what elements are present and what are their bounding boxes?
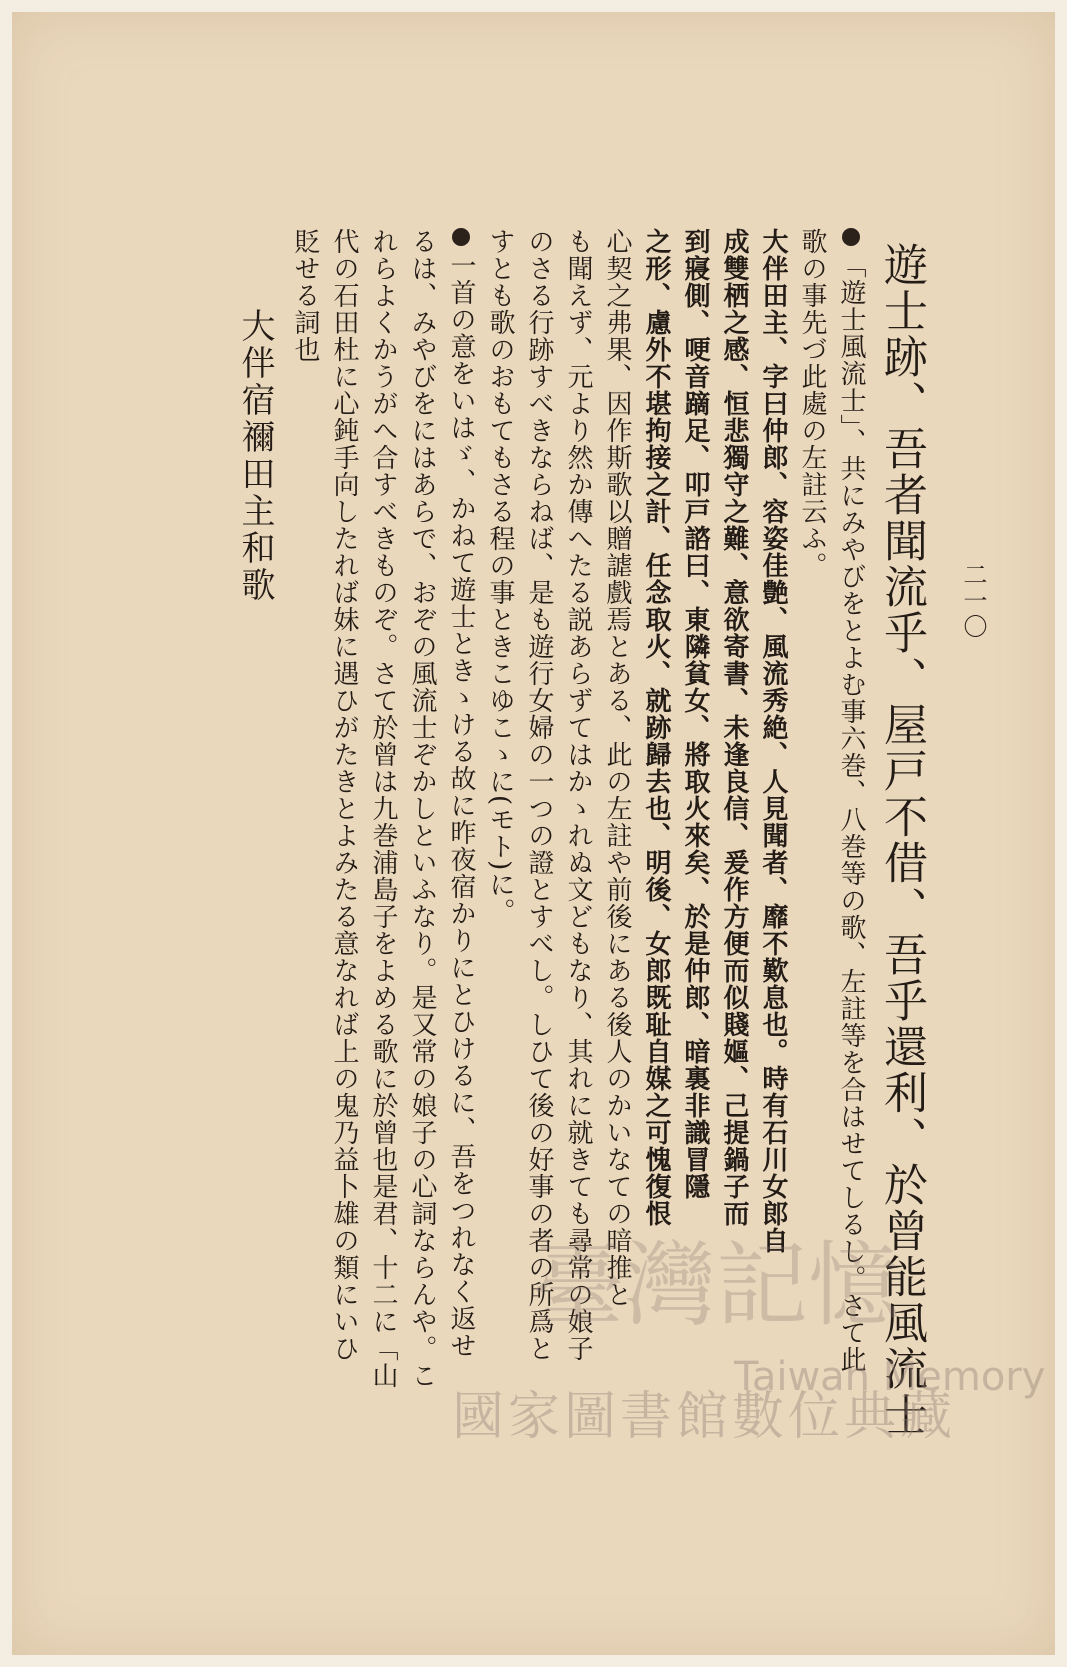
quoted-note-line: 成雙栖之感、恒悲獨守之難、意欲寄書、未逢良信、爰作方便而似賤嫗、己提鍋子而 [719, 228, 749, 1227]
watermark-seal-icon [532, 1222, 952, 1372]
bullet-icon [842, 228, 860, 246]
page-number: 二一〇 [959, 562, 987, 640]
svg-text:臺灣記憶: 臺灣記憶 [532, 1232, 901, 1339]
text-line: も聞えず、元より然か傳へたる説あらずてはかゝれぬ文どもなり、其れに就きても尋常の娘子 [563, 228, 593, 1362]
text-line: のさる行跡すべきならねば、是も遊行女婦の一つの證とすべし。しひて後の好事の者の所爲と [524, 228, 554, 1362]
book-page [12, 12, 1055, 1655]
bullet-icon [452, 228, 470, 246]
text-line: 「遊士風流士」、共にみやびをとよむ事六巻、八巻等の歌、左註等を合はせてしるし。さて此 [831, 228, 870, 1528]
quoted-note-line: 到寢側、哽音蹢足、叩戸諮曰、東隣貧女、將取火來矣、於是仲郎、暗裏非識冒隱 [680, 228, 710, 1200]
text-line: 歌の事先づ此處の左註云ふ。 [797, 228, 827, 579]
text-line: すとも歌のおもてもさる程の事ときこゆこゝに(モト)に。 [485, 228, 515, 926]
text-line: 一首の意をいはゞ、かねて遊士ときゝける故に昨夜宿かりにとひけるに、吾をつれなく返せ [441, 228, 480, 1528]
text-line: れらよくかうがへ合すべきものぞ。さて於曾は九巻浦島子をよめる歌に於曾也是君、十二に「山 [368, 228, 398, 1389]
text-line: 心契之弗果、因作斯歌以贈謔戲焉とある、此の左註や前後にある後人のかいなての暗推と [602, 228, 632, 1308]
watermark-chinese: 國家圖書館數位典藏 [452, 1387, 957, 1447]
watermark-english: Taiwan Memory [734, 1354, 1046, 1400]
text-line: 代の石田杜に心鈍手向したれば妹に遇ひがたきとよみたる意なれば上の鬼乃益卜雄の類にいひ [329, 228, 359, 1362]
text-line: 貶せる詞也 [290, 228, 320, 363]
quoted-note-line: 大伴田主、字曰仲郎、容姿佳艶、風流秀絶、人見聞者、靡不歎息也。時有石川女郎自 [758, 228, 788, 1254]
poem-title: 遊士跡、吾者聞流乎、屋戸不借、吾乎還利、於曾能風流士 [876, 242, 927, 1438]
text-line: るは、みやびをにはあらで、おぞの風流士ぞかしといふなり。是又常の娘子の心詞ならんや。こ [407, 228, 437, 1389]
author-heading: 大伴宿禰田主和歌 [235, 308, 275, 604]
quoted-note-line: 之形、慮外不堪拘接之計、任念取火、就跡歸去也、明後、女郎既耻自媒之可愧復恨 [641, 228, 671, 1227]
